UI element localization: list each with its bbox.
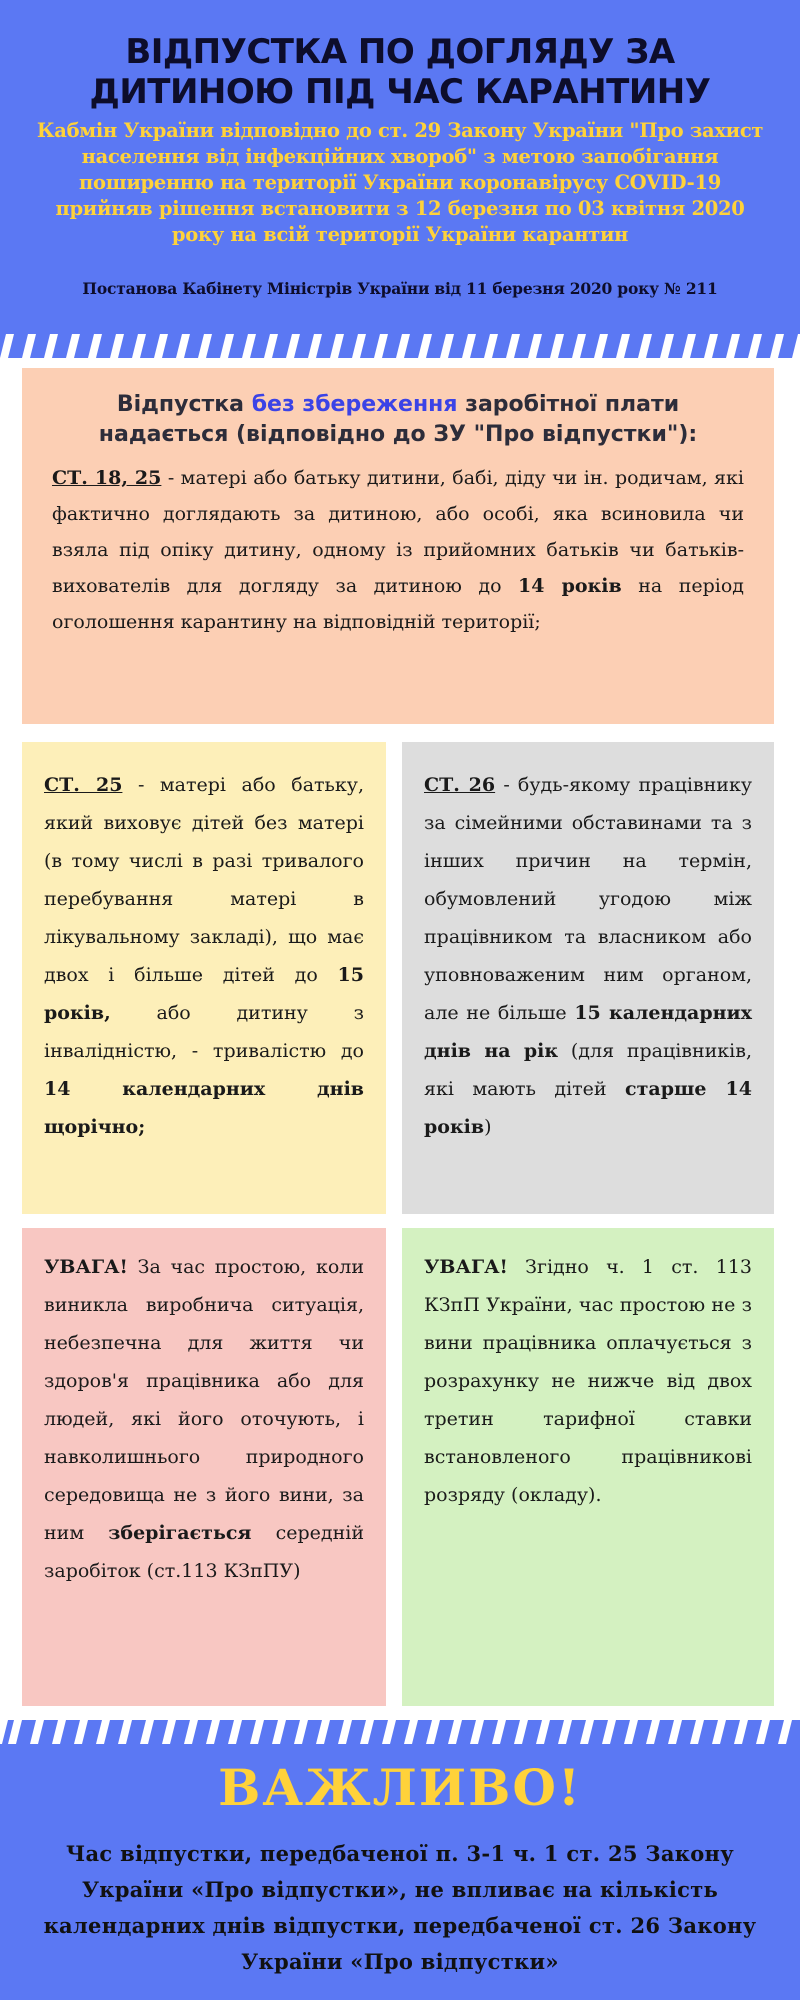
- body-text: За час простою, коли виникла виробнича ситуація, небезпечна для життя чи здоров'я працівника або для людей, які його оточують, і навколишнього природного середовища не з його вини, за ним: [44, 1256, 364, 1544]
- age-limit: 14 років: [518, 575, 622, 597]
- body-text: - матері або батьку дитини, бабі, діду чи ін. родичам, які фактично доглядають за дитиною, або особі, яка всиновила чи взяла під опіку дитину, одному із прийомних батьків чи батьків-вихователів для догляду за дитиною до: [52, 467, 744, 597]
- age-limit: 15 років,: [44, 964, 364, 1024]
- age-limit: старше 14 років: [424, 1078, 752, 1138]
- body-text-end: середній заробіток (ст.113 КЗпПУ): [44, 1522, 364, 1582]
- subtitle: Кабмін України відповідно до ст. 29 Закону України "Про захист населення від інфекційних хвороб" з метою запобігання поширенню на території України коронавірусу COVID-19 прийняв рішення встановити з 12 березня по 03 квітня 2020 року на всій території України карантин: [36, 119, 764, 246]
- warning-panel-downtime: [22, 1228, 386, 1706]
- body-text: - будь-якому працівнику за сімейними обставинами та з інших причин на термін, обумовлений угодою між працівником та власником або уповноваженим ним органом, але не більше: [424, 774, 753, 1024]
- warning-panel-payment: [402, 1228, 774, 1706]
- duration: 15 календарних днів на рік: [424, 1002, 752, 1062]
- unpaid-leave-panel: [22, 368, 774, 724]
- unpaid-leave-heading: [52, 390, 744, 450]
- body-text-middle: (для працівників, які мають дітей: [424, 1040, 752, 1100]
- heading-highlight: без збереження: [251, 392, 458, 417]
- footer-zigzag-divider: [0, 1720, 800, 1748]
- page-title-line-1: ВІДПУСТКА ПО ДОГЛЯДУ ЗА: [125, 32, 675, 72]
- heading-text: Відпустка: [116, 392, 252, 417]
- body-text: Згідно ч. 1 ст. 113 КЗпП України, час простою не з вини працівника оплачується з розрахунку не нижче від двох третин тарифної ставки встановленого працівникові розряду (окладу).: [424, 1256, 752, 1506]
- warning-text: [44, 1248, 364, 1590]
- keyword: зберігається: [108, 1522, 252, 1544]
- article-reference: СТ. 26: [424, 774, 496, 796]
- important-heading: ВАЖЛИВО!: [218, 1758, 582, 1817]
- articles-18-25-text: [52, 460, 744, 640]
- page-title: [40, 32, 760, 112]
- page-title-line-2: ДИТИНОЮ ПІД ЧАС КАРАНТИНУ: [89, 72, 711, 112]
- article-reference: СТ. 18, 25: [52, 467, 162, 489]
- article-26-panel: [402, 742, 774, 1214]
- body-text-end: на період оголошення карантину на відповідній території;: [52, 575, 745, 633]
- duration: 14 календарних днів щорічно;: [44, 1078, 364, 1138]
- warning-text: [424, 1248, 752, 1514]
- heading-text-rest: заробітної плати надається (відповідно до ЗУ "Про відпустки"):: [98, 392, 698, 447]
- article-26-text: [424, 766, 752, 1146]
- important-note: Час відпустки, передбаченої п. 3-1 ч. 1 ст. 25 Закону України «Про відпустки», не впливає на кількість календарних днів відпустки, передбаченої ст. 26 Закону України «Про відпустки»: [43, 1841, 757, 1974]
- article-25-text: [44, 766, 364, 1146]
- body-text-middle: або дитину з інвалідністю, - тривалістю до: [44, 1002, 364, 1062]
- warning-label: УВАГА!: [44, 1256, 128, 1278]
- body-text-end: ): [484, 1116, 492, 1138]
- article-reference: СТ. 25: [44, 774, 123, 796]
- header-zigzag-divider: [0, 330, 800, 358]
- body-text: - матері або батьку, який виховує дітей без матері (в тому числі в разі тривалого перебування матері в лікувальному закладі), що має двох і більше дітей до: [44, 774, 364, 986]
- decree-reference: Постанова Кабінету Міністрів України від 11 березня 2020 року № 211: [82, 279, 718, 298]
- warning-label: УВАГА!: [424, 1256, 508, 1278]
- article-25-panel: [22, 742, 386, 1214]
